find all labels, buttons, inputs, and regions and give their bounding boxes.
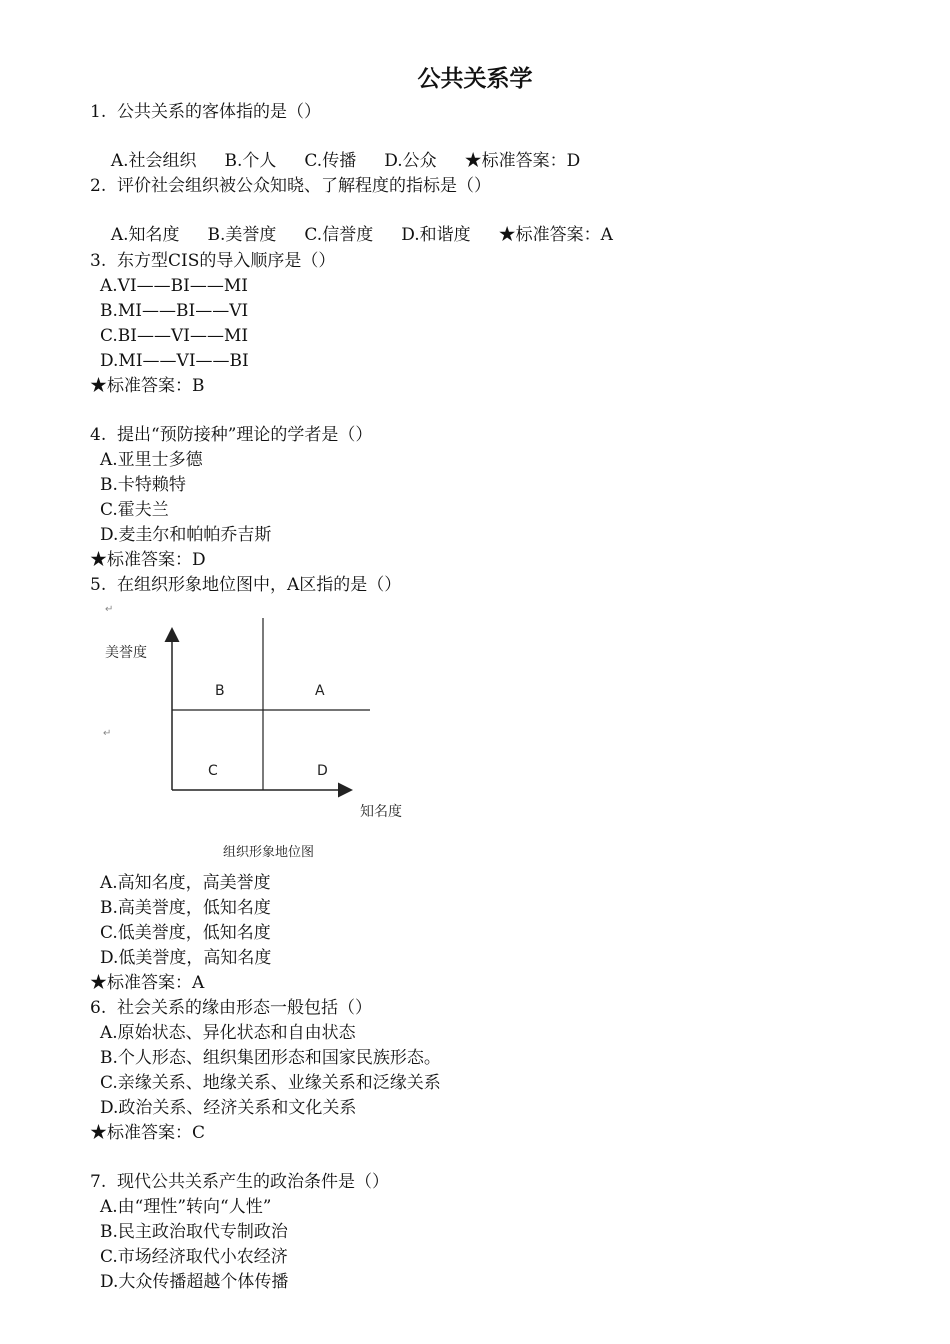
question-5-answer: ★标准答案：A: [90, 973, 205, 993]
option-b: B.美誉度: [207, 225, 277, 245]
question-6-option-d: D.政治关系、经济关系和文化关系: [100, 1098, 357, 1118]
question-6-option-b: B.个人形态、组织集团形态和国家民族形态。: [100, 1048, 441, 1068]
question-4-stem: 4. 提出“预防接种”理论的学者是（）: [90, 425, 373, 445]
question-3-option-a: A.VI——BI——MI: [100, 276, 249, 296]
document-title: 公共关系学: [417, 66, 533, 92]
answer: ★标准答案：D: [464, 151, 581, 171]
question-6-answer: ★标准答案：C: [90, 1123, 206, 1143]
question-6-option-a: A.原始状态、异化状态和自由状态: [100, 1023, 356, 1043]
question-3-stem: 3. 东方型CIS的导入顺序是（）: [90, 251, 336, 271]
option-a: A.知名度: [110, 225, 180, 245]
question-6-stem: 6. 社会关系的缘由形态一般包括（）: [90, 998, 373, 1018]
quadrant-b-label: B: [215, 683, 225, 699]
quadrant-a-label: A: [315, 683, 325, 699]
option-d: D.和谐度: [401, 225, 471, 245]
question-3-option-c: C.BI——VI——MI: [100, 326, 249, 346]
question-6-option-c: C.亲缘关系、地缘关系、业缘关系和泛缘关系: [100, 1073, 441, 1093]
option-b: B.个人: [224, 151, 277, 171]
question-1-options: [100, 125, 580, 173]
answer: ★标准答案：A: [498, 225, 613, 245]
question-3-option-b: B.MI——BI——VI: [100, 301, 249, 321]
question-4-answer: ★标准答案：D: [90, 550, 206, 570]
option-a: A.社会组织: [110, 151, 197, 171]
question-4-option-d: D.麦圭尔和帕帕乔吉斯: [100, 525, 272, 545]
question-4-option-b: B.卡特赖特: [100, 475, 186, 495]
question-5-option-d: D.低美誉度，高知名度: [100, 948, 272, 968]
option-c: C.传播: [304, 151, 357, 171]
question-7-stem: 7. 现代公共关系产生的政治条件是（）: [90, 1172, 390, 1192]
question-7-option-c: C.市场经济取代小农经济: [100, 1247, 288, 1267]
question-5-option-a: A.高知名度，高美誉度: [100, 873, 271, 893]
quadrant-d-label: D: [317, 763, 328, 779]
question-2-stem: 2. 评价社会组织被公众知晓、了解程度的指标是（）: [90, 176, 492, 196]
question-4-option-a: A.亚里士多德: [100, 450, 203, 470]
question-7-option-b: B.民主政治取代专制政治: [100, 1222, 288, 1242]
question-7-option-a: A.由“理性”转向“人性”: [100, 1197, 272, 1217]
question-3-answer: ★标准答案：B: [90, 376, 205, 396]
question-3-option-d: D.MI——VI——BI: [100, 351, 249, 371]
diagram-caption: 组织形象地位图: [223, 845, 315, 860]
question-7-option-d: D.大众传播超越个体传播: [100, 1272, 289, 1292]
para-mark-mid: ↵: [103, 728, 112, 739]
option-d: D.公众: [384, 151, 437, 171]
y-axis-label: 美誉度: [105, 645, 147, 661]
para-mark-top: ↵: [105, 604, 114, 615]
image-position-diagram: [95, 600, 435, 870]
question-4-option-c: C.霍夫兰: [100, 500, 169, 520]
question-5-stem: 5. 在组织形象地位图中，A区指的是（）: [90, 575, 402, 595]
quadrant-c-label: C: [208, 763, 218, 779]
question-2-options: [100, 199, 613, 247]
question-5-option-c: C.低美誉度，低知名度: [100, 923, 271, 943]
x-axis-label: 知名度: [360, 804, 402, 820]
option-c: C.信誉度: [304, 225, 374, 245]
question-1-stem: 1. 公共关系的客体指的是（）: [90, 102, 322, 122]
question-5-option-b: B.高美誉度，低知名度: [100, 898, 271, 918]
